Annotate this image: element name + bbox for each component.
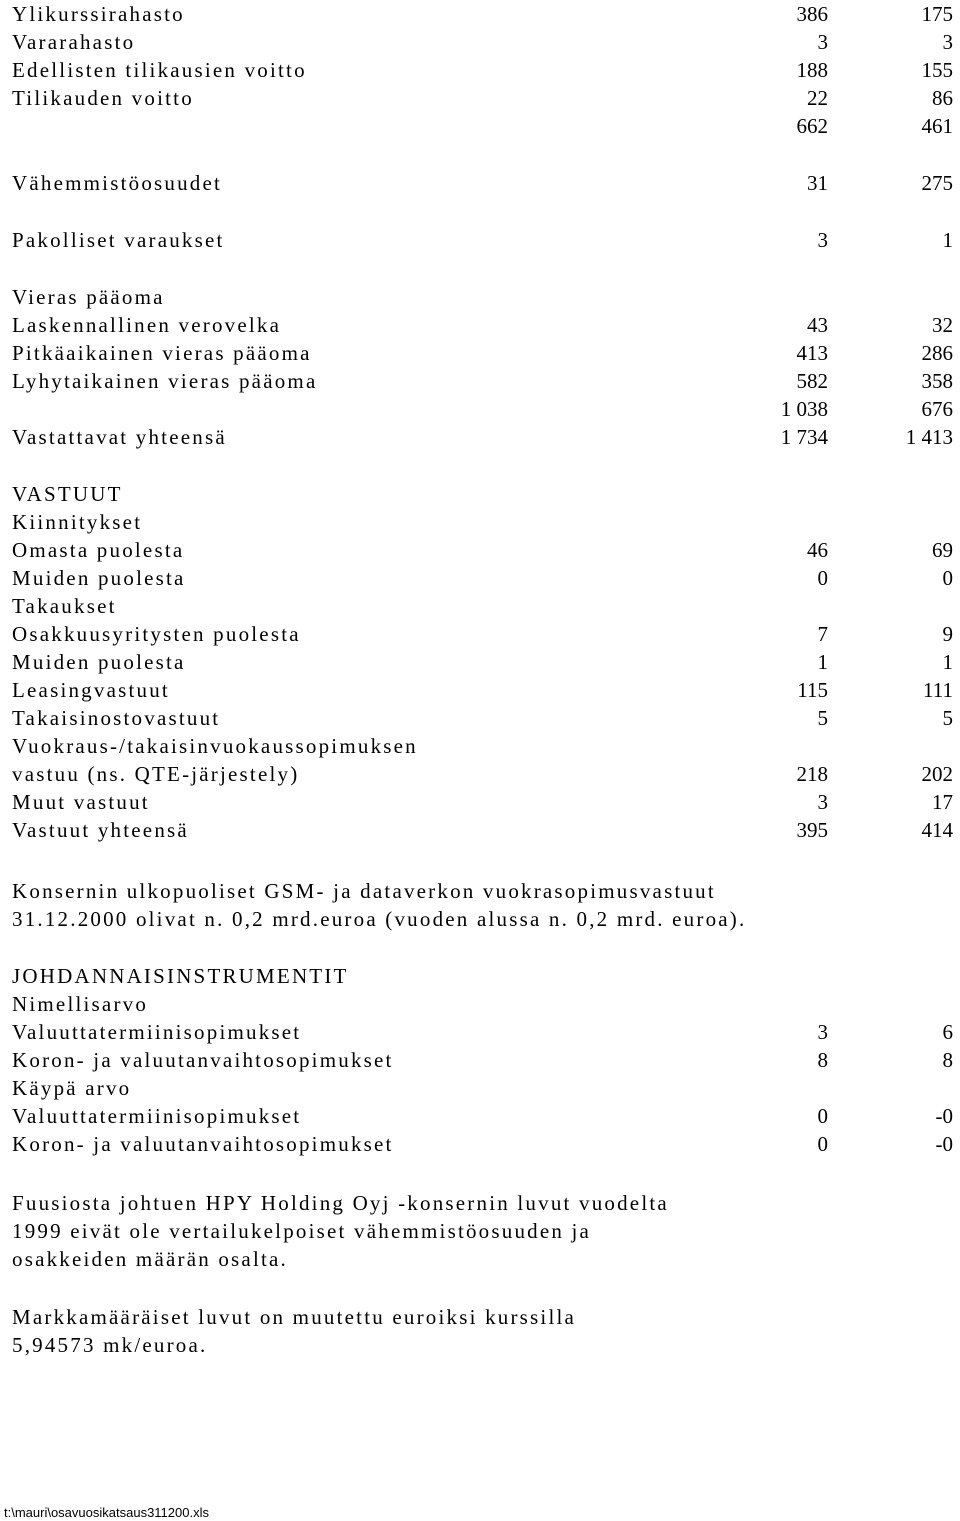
row-label: Muiden puolesta (12, 650, 186, 674)
report-line (12, 1189, 956, 1217)
row-label: Pitkäaikainen vieras pääoma (12, 341, 312, 365)
report-line (12, 592, 956, 620)
value-2000: 1 734 (780, 425, 828, 449)
row-label: 1999 eivät ole vertailukelpoiset vähemmistöosuuden ja (12, 1219, 592, 1243)
row-label: Konsernin ulkopuoliset GSM- ja dataverkon vuokrasopimusvastuut (12, 879, 716, 903)
report-line (12, 732, 956, 760)
row-label: Vastuut yhteensä (12, 818, 189, 842)
value-2000: 582 (796, 369, 828, 393)
report-line (12, 905, 956, 933)
value-2000: 395 (796, 818, 828, 842)
value-1999: 8 (942, 1048, 953, 1072)
row-label: Leasingvastuut (12, 678, 170, 702)
value-1999: 676 (921, 397, 953, 421)
report-line (12, 423, 956, 451)
value-2000: 43 (807, 313, 828, 337)
report-line (12, 56, 956, 84)
value-1999: 358 (921, 369, 953, 393)
report-line (12, 564, 956, 592)
row-label: Koron- ja valuutanvaihtosopimukset (12, 1048, 394, 1072)
value-1999: 1 413 (905, 425, 953, 449)
value-1999: -0 (935, 1104, 953, 1128)
report-line (12, 1303, 956, 1331)
value-2000: 5 (817, 706, 828, 730)
row-label: osakkeiden määrän osalta. (12, 1247, 288, 1271)
value-1999: 414 (921, 818, 953, 842)
value-2000: 218 (796, 762, 828, 786)
value-1999: 275 (921, 171, 953, 195)
value-1999: 0 (942, 566, 953, 590)
row-label: Osakkuusyritysten puolesta (12, 622, 301, 646)
report-line (12, 648, 956, 676)
report-line (12, 1046, 956, 1074)
value-1999: 175 (921, 2, 953, 26)
report-line (12, 877, 956, 905)
row-label: Omasta puolesta (12, 538, 185, 562)
report-line (12, 112, 956, 140)
row-label: Vuokraus-/takaisinvuokaussopimuksen (12, 734, 418, 758)
value-2000: 413 (796, 341, 828, 365)
row-label: Nimellisarvo (12, 992, 149, 1016)
row-label: VASTUUT (12, 482, 123, 506)
value-2000: 3 (817, 30, 828, 54)
value-2000: 1 (817, 650, 828, 674)
row-label: Ylikurssirahasto (12, 2, 185, 26)
value-1999: 286 (921, 341, 953, 365)
row-label: Koron- ja valuutanvaihtosopimukset (12, 1132, 394, 1156)
report-line (12, 28, 956, 56)
report-line (12, 395, 956, 423)
row-label: Kiinnitykset (12, 510, 143, 534)
row-label: Käypä arvo (12, 1076, 132, 1100)
value-2000: 0 (817, 566, 828, 590)
row-label: Muiden puolesta (12, 566, 186, 590)
report-line (12, 760, 956, 788)
report-line (12, 1102, 956, 1130)
report-line (12, 1245, 956, 1273)
row-label: vastuu (ns. QTE-järjestely) (12, 762, 300, 786)
value-2000: 0 (817, 1104, 828, 1128)
row-label: Valuuttatermiinisopimukset (12, 1020, 302, 1044)
value-1999: 6 (942, 1020, 953, 1044)
report-line (12, 1331, 956, 1359)
report-line (12, 339, 956, 367)
report-line (12, 169, 956, 197)
report-line (12, 0, 956, 28)
value-2000: 46 (807, 538, 828, 562)
row-label: 5,94573 mk/euroa. (12, 1333, 208, 1357)
report-line (12, 676, 956, 704)
value-2000: 31 (807, 171, 828, 195)
row-label: JOHDANNAISINSTRUMENTIT (12, 964, 349, 988)
row-label: Vähemmistöosuudet (12, 171, 223, 195)
value-2000: 188 (796, 58, 828, 82)
row-label: Muut vastuut (12, 790, 150, 814)
value-2000: 3 (817, 790, 828, 814)
value-2000: 3 (817, 1020, 828, 1044)
report-line (12, 1130, 956, 1158)
value-1999: 69 (932, 538, 953, 562)
report-line (12, 367, 956, 395)
report-line (12, 226, 956, 254)
value-1999: 32 (932, 313, 953, 337)
row-label: 31.12.2000 olivat n. 0,2 mrd.euroa (vuoden alussa n. 0,2 mrd. euroa). (12, 907, 747, 931)
row-label: Markkamääräiset luvut on muutettu euroiksi kurssilla (12, 1305, 577, 1329)
value-2000: 0 (817, 1132, 828, 1156)
report-line (12, 84, 956, 112)
report-line (12, 990, 956, 1018)
value-2000: 8 (817, 1048, 828, 1072)
value-1999: 1 (942, 228, 953, 252)
value-1999: 111 (923, 678, 953, 702)
row-label: Tilikauden voitto (12, 86, 194, 110)
value-1999: 461 (921, 114, 953, 138)
file-path-footer: t:\mauri\osavuosikatsaus311200.xls (4, 1505, 209, 1520)
value-2000: 3 (817, 228, 828, 252)
report-line (12, 788, 956, 816)
value-1999: 3 (942, 30, 953, 54)
row-label: Laskennallinen verovelka (12, 313, 282, 337)
row-label: Fuusiosta johtuen HPY Holding Oyj -konsernin luvut vuodelta (12, 1191, 669, 1215)
value-1999: 17 (932, 790, 953, 814)
row-label: Lyhytaikainen vieras pääoma (12, 369, 318, 393)
report-line (12, 704, 956, 732)
row-label: Pakolliset varaukset (12, 228, 225, 252)
report-line (12, 962, 956, 990)
report-line (12, 816, 956, 844)
row-label: Takaisinostovastuut (12, 706, 221, 730)
report-line (12, 283, 956, 311)
row-label: Vararahasto (12, 30, 136, 54)
report-line (12, 311, 956, 339)
row-label: Takaukset (12, 594, 117, 618)
value-1999: 86 (932, 86, 953, 110)
value-1999: 1 (942, 650, 953, 674)
report-line (12, 1018, 956, 1046)
row-label: Valuuttatermiinisopimukset (12, 1104, 302, 1128)
value-1999: 5 (942, 706, 953, 730)
value-2000: 662 (796, 114, 828, 138)
report-line (12, 536, 956, 564)
value-1999: 155 (921, 58, 953, 82)
value-1999: 9 (942, 622, 953, 646)
value-2000: 1 038 (780, 397, 828, 421)
value-2000: 386 (796, 2, 828, 26)
report-line (12, 480, 956, 508)
report-line (12, 1074, 956, 1102)
row-label: Edellisten tilikausien voitto (12, 58, 307, 82)
report-line (12, 620, 956, 648)
value-2000: 115 (797, 678, 828, 702)
row-label: Vieras pääoma (12, 285, 165, 309)
value-2000: 22 (807, 86, 828, 110)
value-1999: 202 (921, 762, 953, 786)
report-line (12, 508, 956, 536)
report-line (12, 1217, 956, 1245)
value-1999: -0 (935, 1132, 953, 1156)
value-2000: 7 (817, 622, 828, 646)
row-label: Vastattavat yhteensä (12, 425, 227, 449)
